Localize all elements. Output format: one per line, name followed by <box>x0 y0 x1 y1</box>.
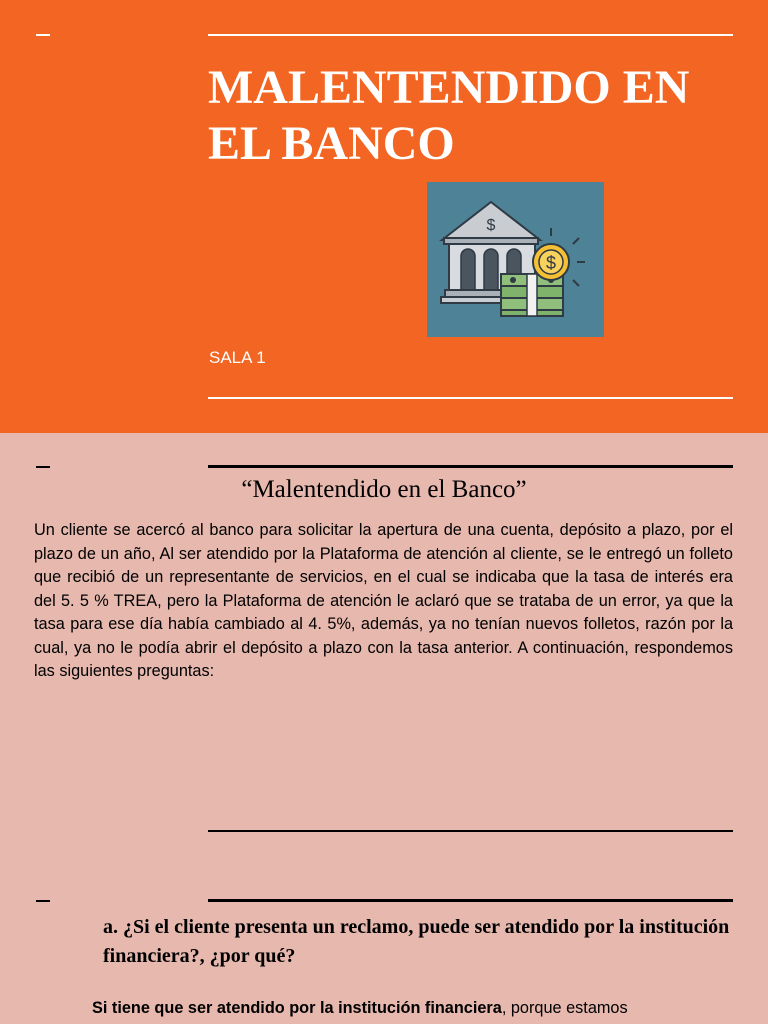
title-slide <box>0 0 768 433</box>
top-rule <box>208 34 733 36</box>
top-rule <box>208 465 733 468</box>
slide-subtitle: SALA 1 <box>209 348 266 367</box>
bottom-rule <box>208 397 733 399</box>
bank-illustration <box>427 182 604 337</box>
question-a: a. ¿Si el cliente presenta un reclamo, puede ser atendido por la institución financiera?, ¿por qué? <box>103 916 730 967</box>
slide-title <box>208 60 748 172</box>
bottom-rule <box>208 830 733 832</box>
case-description: Un cliente se acercó al banco para solicitar la apertura de una cuenta, depósito a plazo, por el plazo de un año, Al ser atendido por la Plataforma de atención al cliente, se le entregó un folleto que recibió de un representante de servicios, en el cual se indicaba que la tasa de interés era del 5. 5 % TREA, pero la Plataforma de atención le aclaró que se trataba de un error, ya que la tasa para ese día había cambiado al 4. 5%, además, ya no tenían nuevos folletos, razón por la cual, ya no le podía abrir el depósito a plazo con la tasa anterior. A continuación, respondemos las siguientes preguntas: <box>34 521 733 680</box>
title-line-2: EL BANCO <box>208 117 455 170</box>
svg-text:$: $ <box>545 253 557 273</box>
answer-bold-text: Si tiene que ser atendido por la institución financiera <box>92 999 502 1017</box>
answer-rest-text: , porque estamos <box>501 999 628 1017</box>
slide-dash-marker <box>36 900 50 902</box>
svg-text:$: $ <box>486 217 496 234</box>
answer-a <box>92 997 752 1020</box>
slide-dash-marker <box>36 34 50 36</box>
slide-dash-marker <box>36 466 50 468</box>
top-rule <box>208 899 733 902</box>
dollar-coin-icon <box>533 228 585 286</box>
section-heading: “Malentendido en el Banco” <box>241 476 527 503</box>
title-line-1: MALENTENDIDO EN <box>208 61 690 114</box>
